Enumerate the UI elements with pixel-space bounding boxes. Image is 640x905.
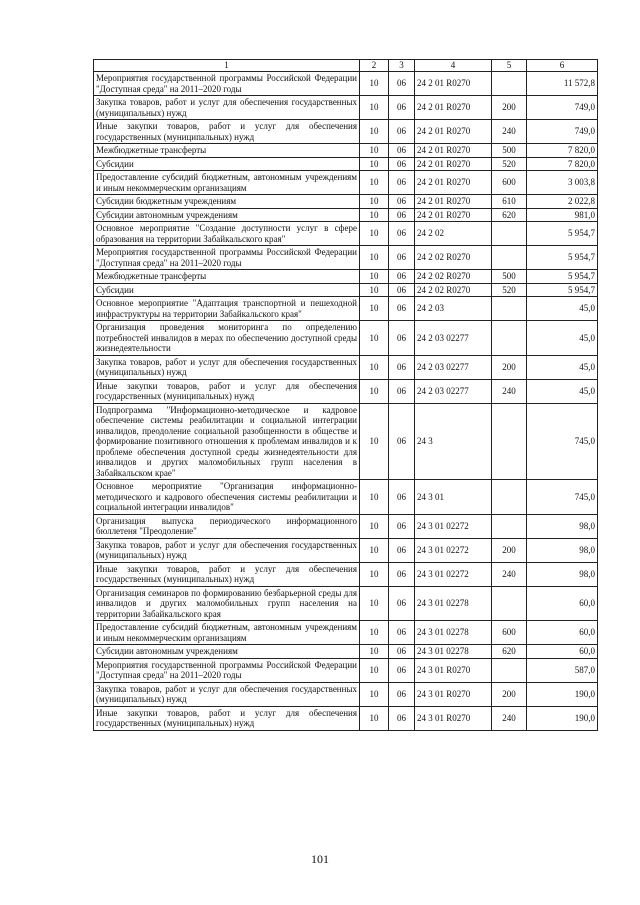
expense-type-cell: 610 [492, 195, 527, 209]
amount-cell: 45,0 [527, 297, 598, 321]
subsection-cell: 06 [389, 538, 415, 562]
section-cell: 10 [360, 96, 389, 120]
section-cell: 10 [360, 355, 389, 379]
section-cell: 10 [360, 120, 389, 144]
column-header: 3 [389, 60, 415, 72]
amount-cell: 60,0 [527, 586, 598, 621]
amount-cell: 7 820,0 [527, 157, 598, 171]
table-row [94, 283, 598, 297]
target-article-cell: 24 3 01 R0270 [415, 682, 492, 706]
table-row [94, 171, 598, 195]
amount-cell: 7 820,0 [527, 144, 598, 158]
table-row [94, 270, 598, 284]
column-header: 5 [492, 60, 527, 72]
expense-type-cell [492, 222, 527, 246]
expense-type-cell: 200 [492, 355, 527, 379]
table-row [94, 403, 598, 480]
amount-cell: 98,0 [527, 514, 598, 538]
expense-type-cell [492, 658, 527, 682]
table-row [94, 144, 598, 158]
amount-cell: 5 954,7 [527, 283, 598, 297]
table-row [94, 157, 598, 171]
row-name-cell: Субсидии [94, 157, 360, 171]
table-row [94, 297, 598, 321]
row-name-cell: Предоставление субсидий бюджетным, автономным учреждениям и иным некоммерческим организациям [94, 171, 360, 195]
amount-cell: 45,0 [527, 321, 598, 356]
subsection-cell: 06 [389, 514, 415, 538]
section-cell: 10 [360, 222, 389, 246]
section-cell: 10 [360, 195, 389, 209]
table-row [94, 621, 598, 645]
section-cell: 10 [360, 379, 389, 403]
expense-type-cell [492, 246, 527, 270]
subsection-cell: 06 [389, 222, 415, 246]
expense-type-cell [492, 403, 527, 480]
expense-type-cell: 520 [492, 283, 527, 297]
section-cell: 10 [360, 645, 389, 659]
row-name-cell: Субсидии [94, 283, 360, 297]
expense-type-cell: 200 [492, 682, 527, 706]
target-article-cell: 24 3 01 R0270 [415, 658, 492, 682]
row-name-cell: Субсидии автономным учреждениям [94, 208, 360, 222]
expense-type-cell: 600 [492, 621, 527, 645]
row-name-cell: Закупка товаров, работ и услуг для обеспечения государственных (муниципальных) нужд [94, 96, 360, 120]
target-article-cell: 24 3 01 [415, 480, 492, 515]
row-name-cell: Иные закупки товаров, работ и услуг для обеспечения государственных (муниципальных) нужд [94, 706, 360, 730]
subsection-cell: 06 [389, 621, 415, 645]
amount-cell: 98,0 [527, 538, 598, 562]
row-name-cell: Межбюджетные трансферты [94, 270, 360, 284]
section-cell: 10 [360, 270, 389, 284]
expense-type-cell: 240 [492, 379, 527, 403]
subsection-cell: 06 [389, 297, 415, 321]
target-article-cell: 24 2 01 R0270 [415, 72, 492, 96]
row-name-cell: Мероприятия государственной программы Российской Федерации "Доступная среда" на 2011–2020 годы [94, 72, 360, 96]
table-row [94, 480, 598, 515]
section-cell: 10 [360, 480, 389, 515]
expense-type-cell [492, 297, 527, 321]
table-row [94, 682, 598, 706]
row-name-cell: Иные закупки товаров, работ и услуг для обеспечения государственных (муниципальных) нужд [94, 562, 360, 586]
expense-type-cell [492, 321, 527, 356]
amount-cell: 45,0 [527, 379, 598, 403]
table-row [94, 514, 598, 538]
amount-cell: 749,0 [527, 120, 598, 144]
target-article-cell: 24 3 01 02278 [415, 586, 492, 621]
expense-type-cell: 240 [492, 562, 527, 586]
column-header: 4 [415, 60, 492, 72]
table-row [94, 355, 598, 379]
table-row [94, 195, 598, 209]
subsection-cell: 06 [389, 682, 415, 706]
subsection-cell: 06 [389, 658, 415, 682]
amount-cell: 45,0 [527, 355, 598, 379]
row-name-cell: Мероприятия государственной программы Российской Федерации "Доступная среда" на 2011–2020 годы [94, 658, 360, 682]
table-row [94, 379, 598, 403]
table-row [94, 208, 598, 222]
table-row [94, 72, 598, 96]
target-article-cell: 24 2 03 02277 [415, 355, 492, 379]
table-row [94, 538, 598, 562]
row-name-cell: Закупка товаров, работ и услуг для обеспечения государственных (муниципальных) нужд [94, 355, 360, 379]
expense-type-cell: 240 [492, 120, 527, 144]
expense-type-cell: 500 [492, 270, 527, 284]
row-name-cell: Иные закупки товаров, работ и услуг для обеспечения государственных (муниципальных) нужд [94, 120, 360, 144]
section-cell: 10 [360, 72, 389, 96]
row-name-cell: Организация семинаров по формированию безбарьерной среды для инвалидов и других маломобильных групп населения на территории Забайкальского края [94, 586, 360, 621]
subsection-cell: 06 [389, 120, 415, 144]
target-article-cell: 24 3 01 02272 [415, 538, 492, 562]
subsection-cell: 06 [389, 379, 415, 403]
row-name-cell: Субсидии бюджетным учреждениям [94, 195, 360, 209]
amount-cell: 190,0 [527, 706, 598, 730]
table-row [94, 645, 598, 659]
target-article-cell: 24 2 01 R0270 [415, 120, 492, 144]
subsection-cell: 06 [389, 208, 415, 222]
amount-cell: 190,0 [527, 682, 598, 706]
target-article-cell: 24 2 01 R0270 [415, 96, 492, 120]
row-name-cell: Организация выпуска периодического информационного бюллетеня "Преодоление" [94, 514, 360, 538]
budget-table [93, 59, 598, 731]
section-cell: 10 [360, 562, 389, 586]
page-number: 101 [311, 852, 329, 866]
subsection-cell: 06 [389, 246, 415, 270]
section-cell: 10 [360, 514, 389, 538]
subsection-cell: 06 [389, 195, 415, 209]
target-article-cell: 24 3 01 02272 [415, 514, 492, 538]
column-header: 2 [360, 60, 389, 72]
amount-cell: 5 954,7 [527, 222, 598, 246]
column-header: 6 [527, 60, 598, 72]
amount-cell: 3 003,8 [527, 171, 598, 195]
table-row [94, 321, 598, 356]
section-cell: 10 [360, 658, 389, 682]
expense-type-cell [492, 514, 527, 538]
amount-cell: 2 022,8 [527, 195, 598, 209]
section-cell: 10 [360, 586, 389, 621]
subsection-cell: 06 [389, 96, 415, 120]
section-cell: 10 [360, 538, 389, 562]
target-article-cell: 24 3 01 02278 [415, 621, 492, 645]
table-row [94, 586, 598, 621]
subsection-cell: 06 [389, 355, 415, 379]
row-name-cell: Мероприятия государственной программы Российской Федерации "Доступная среда" на 2011–2020 годы [94, 246, 360, 270]
amount-cell: 5 954,7 [527, 246, 598, 270]
amount-cell: 98,0 [527, 562, 598, 586]
subsection-cell: 06 [389, 144, 415, 158]
target-article-cell: 24 2 02 R0270 [415, 246, 492, 270]
expense-type-cell: 520 [492, 157, 527, 171]
row-name-cell: Закупка товаров, работ и услуг для обеспечения государственных (муниципальных) нужд [94, 538, 360, 562]
expense-type-cell [492, 72, 527, 96]
section-cell: 10 [360, 297, 389, 321]
target-article-cell: 24 2 02 [415, 222, 492, 246]
amount-cell: 587,0 [527, 658, 598, 682]
target-article-cell: 24 2 03 02277 [415, 379, 492, 403]
column-header: 1 [94, 60, 360, 72]
table-row [94, 222, 598, 246]
target-article-cell: 24 2 02 R0270 [415, 270, 492, 284]
target-article-cell: 24 2 03 02277 [415, 321, 492, 356]
row-name-cell: Предоставление субсидий бюджетным, автономным учреждениям и иным некоммерческим организациям [94, 621, 360, 645]
section-cell: 10 [360, 246, 389, 270]
table-row [94, 246, 598, 270]
target-article-cell: 24 2 02 R0270 [415, 283, 492, 297]
target-article-cell: 24 2 01 R0270 [415, 144, 492, 158]
section-cell: 10 [360, 621, 389, 645]
subsection-cell: 06 [389, 706, 415, 730]
target-article-cell: 24 3 01 R0270 [415, 706, 492, 730]
expense-type-cell: 240 [492, 706, 527, 730]
subsection-cell: 06 [389, 72, 415, 96]
target-article-cell: 24 3 01 02278 [415, 645, 492, 659]
expense-type-cell: 500 [492, 144, 527, 158]
row-name-cell: Закупка товаров, работ и услуг для обеспечения государственных (муниципальных) нужд [94, 682, 360, 706]
target-article-cell: 24 3 01 02272 [415, 562, 492, 586]
amount-cell: 981,0 [527, 208, 598, 222]
amount-cell: 749,0 [527, 96, 598, 120]
section-cell: 10 [360, 321, 389, 356]
section-cell: 10 [360, 283, 389, 297]
expense-type-cell: 620 [492, 645, 527, 659]
amount-cell: 745,0 [527, 480, 598, 515]
section-cell: 10 [360, 171, 389, 195]
subsection-cell: 06 [389, 403, 415, 480]
subsection-cell: 06 [389, 157, 415, 171]
target-article-cell: 24 2 01 R0270 [415, 208, 492, 222]
row-name-cell: Межбюджетные трансферты [94, 144, 360, 158]
expense-type-cell [492, 586, 527, 621]
subsection-cell: 06 [389, 586, 415, 621]
amount-cell: 60,0 [527, 645, 598, 659]
row-name-cell: Основное мероприятие "Адаптация транспортной и пешеходной инфраструктуры на территории Забайкальского края" [94, 297, 360, 321]
table-row [94, 658, 598, 682]
table-row [94, 562, 598, 586]
subsection-cell: 06 [389, 645, 415, 659]
row-name-cell: Основное мероприятие "Создание доступности услуг в сфере образования на территории Забайкальского края" [94, 222, 360, 246]
amount-cell: 5 954,7 [527, 270, 598, 284]
expense-type-cell [492, 480, 527, 515]
table-row [94, 96, 598, 120]
expense-type-cell: 200 [492, 538, 527, 562]
target-article-cell: 24 2 01 R0270 [415, 171, 492, 195]
subsection-cell: 06 [389, 480, 415, 515]
row-name-cell: Основное мероприятие "Организация информационно-методического и кадрового обеспечения системы реабилитации и социальной интеграции инвалидов" [94, 480, 360, 515]
section-cell: 10 [360, 706, 389, 730]
target-article-cell: 24 2 03 [415, 297, 492, 321]
row-name-cell: Подпрограмма "Информационно-методическое и кадровое обеспечение системы реабилитации и социальной интеграции инвалидов, преодоление социальной разобщенности в обществе и формирование позитивного отношения к проблемам инвалидов и к проблеме обеспечения доступной среды жизнедеятельности для инвалидов и других маломобильных групп населения в Забайкальском крае" [94, 403, 360, 480]
section-cell: 10 [360, 144, 389, 158]
row-name-cell: Организация проведения мониторинга по определению потребностей инвалидов в мерах по обеспечению доступной среды жизнедеятельности [94, 321, 360, 356]
table-row [94, 120, 598, 144]
subsection-cell: 06 [389, 283, 415, 297]
subsection-cell: 06 [389, 562, 415, 586]
amount-cell: 745,0 [527, 403, 598, 480]
section-cell: 10 [360, 208, 389, 222]
subsection-cell: 06 [389, 270, 415, 284]
table-row [94, 706, 598, 730]
table-body [94, 72, 598, 731]
section-cell: 10 [360, 157, 389, 171]
amount-cell: 60,0 [527, 621, 598, 645]
subsection-cell: 06 [389, 321, 415, 356]
row-name-cell: Иные закупки товаров, работ и услуг для обеспечения государственных (муниципальных) нужд [94, 379, 360, 403]
section-cell: 10 [360, 403, 389, 480]
subsection-cell: 06 [389, 171, 415, 195]
expense-type-cell: 600 [492, 171, 527, 195]
amount-cell: 11 572,8 [527, 72, 598, 96]
target-article-cell: 24 2 01 R0270 [415, 157, 492, 171]
target-article-cell: 24 3 [415, 403, 492, 480]
expense-type-cell: 200 [492, 96, 527, 120]
target-article-cell: 24 2 01 R0270 [415, 195, 492, 209]
row-name-cell: Субсидии автономным учреждениям [94, 645, 360, 659]
expense-type-cell: 620 [492, 208, 527, 222]
section-cell: 10 [360, 682, 389, 706]
header-row [94, 60, 598, 72]
